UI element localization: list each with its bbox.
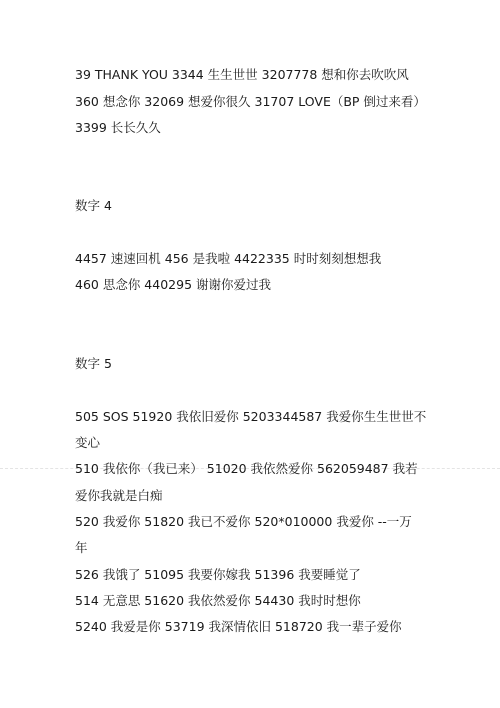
text-line: 360 想念你 32069 想爱你很久 31707 LOVE（BP 倒过来看） <box>75 94 426 109</box>
text-line: 39 THANK YOU 3344 生生世世 3207778 想和你去吹吹风 <box>75 67 409 82</box>
text-line: 4457 速速回机 456 是我啦 4422335 时时刻刻想想我 <box>75 251 382 266</box>
text-line: 460 思念你 440295 谢谢你爱过我 <box>75 277 271 292</box>
text-line: 爱你我就是白痴 <box>75 488 163 503</box>
text-line: 年 <box>75 540 88 555</box>
text-line: 520 我爱你 51820 我已不爱你 520*010000 我爱你 --一万 <box>75 514 412 529</box>
text-line: 514 无意思 51620 我依然爱你 54430 我时时想你 <box>75 593 361 608</box>
text-line: 变心 <box>75 435 101 450</box>
text-line: 510 我依你（我已来） 51020 我依然爱你 562059487 我若 <box>75 461 418 476</box>
text-line: 5240 我爱是你 53719 我深情依旧 518720 我一辈子爱你 <box>75 619 402 634</box>
section-heading: 数字 4 <box>75 198 112 213</box>
text-line: 3399 长长久久 <box>75 120 161 135</box>
section-heading: 数字 5 <box>75 356 112 371</box>
text-line: 505 SOS 51920 我依旧爱你 5203344587 我爱你生生世世不 <box>75 409 427 424</box>
text-line: 526 我饿了 51095 我要你嫁我 51396 我要睡觉了 <box>75 567 361 582</box>
